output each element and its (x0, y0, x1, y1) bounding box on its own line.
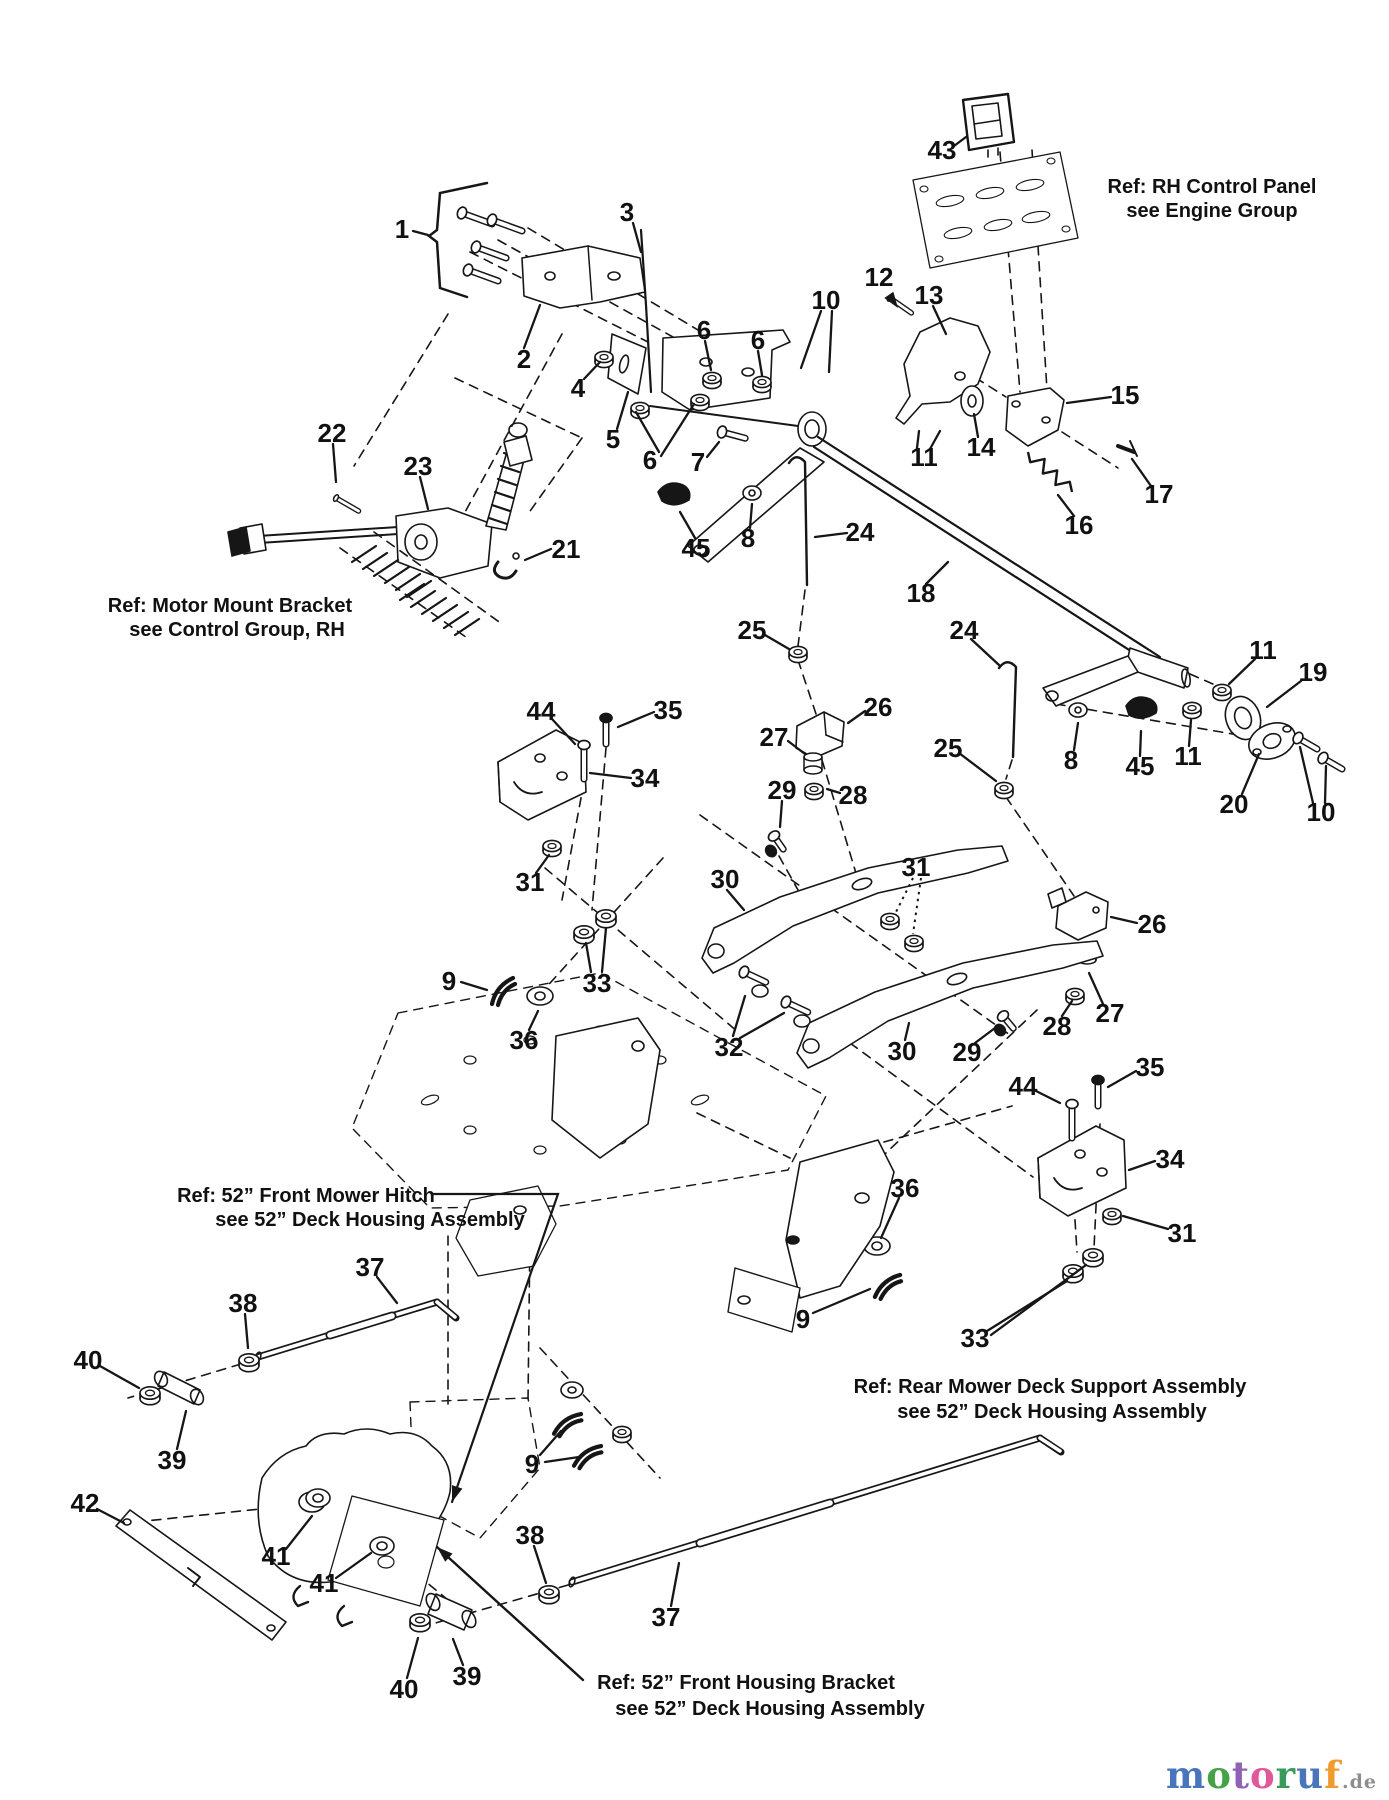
part (1092, 1076, 1104, 1107)
part (1006, 797, 1074, 896)
ref-note-motor-mount-2: see Control Group, RH (129, 619, 345, 641)
trunnion-26 (796, 712, 844, 758)
part (370, 1537, 394, 1555)
lift-arm-30 (797, 941, 1103, 1068)
brand-logo-letter: u (1296, 1753, 1325, 1797)
callout-20: 20 (1219, 789, 1249, 819)
callout-15: 15 (1110, 380, 1140, 410)
callout-38: 38 (228, 1288, 258, 1318)
part (703, 372, 721, 388)
leader-line (1123, 1216, 1168, 1229)
leader-line (245, 1314, 248, 1348)
part (527, 987, 553, 1005)
leader-line (413, 231, 428, 235)
part (875, 1271, 902, 1302)
callout-29: 29 (767, 775, 797, 805)
part (779, 995, 807, 1012)
part (814, 447, 1154, 666)
leader-line (1242, 754, 1259, 794)
callout-36: 36 (509, 1025, 539, 1055)
callout-42: 42 (70, 1488, 100, 1518)
callout-40: 40 (73, 1345, 103, 1375)
callout-6: 6 (696, 315, 712, 345)
part (592, 748, 606, 910)
callout-9: 9 (441, 966, 457, 996)
bracket-15 (1006, 388, 1064, 446)
callout-37: 37 (651, 1602, 681, 1632)
callout-31: 31 (1167, 1218, 1197, 1248)
brand-tld: .de (1342, 1771, 1377, 1793)
part (239, 1354, 259, 1372)
leader-line (177, 1411, 186, 1449)
part (1183, 702, 1201, 718)
callout-8: 8 (740, 523, 756, 553)
part (456, 1186, 556, 1276)
bracket-5 (608, 334, 646, 394)
callout-24: 24 (845, 517, 875, 547)
part (543, 840, 561, 856)
callout-13: 13 (914, 280, 944, 310)
lift-arm-30 (702, 846, 1008, 973)
part (884, 292, 902, 311)
brand-logo-letters (1166, 1753, 1341, 1797)
leader-line (333, 444, 336, 482)
part (306, 1489, 330, 1507)
part (905, 935, 923, 951)
callout-22: 22 (317, 418, 347, 448)
callout-14: 14 (966, 432, 996, 462)
callout-5: 5 (605, 424, 621, 454)
leader-line (1267, 681, 1301, 707)
part (492, 978, 515, 1005)
lift-link-24 (999, 662, 1016, 757)
brand-logo-letter: f (1324, 1753, 1341, 1797)
leader-line (991, 1265, 1086, 1335)
ref-note-front-housing-2: see 52” Deck Housing Assembly (615, 1698, 925, 1720)
callout-26: 26 (863, 692, 893, 722)
part (140, 1387, 160, 1405)
clip-45 (658, 483, 690, 505)
leader-line (1108, 1071, 1136, 1087)
callout-40: 40 (389, 1674, 419, 1704)
part (690, 1093, 710, 1107)
part (631, 402, 649, 418)
part (528, 438, 582, 514)
callout-4: 4 (570, 373, 586, 403)
leader-line (1067, 397, 1111, 403)
part (600, 714, 612, 745)
brand-logo-letter: r (1275, 1753, 1297, 1797)
part (504, 436, 532, 466)
part (804, 753, 822, 761)
part (534, 1146, 546, 1154)
callout-21: 21 (551, 534, 581, 564)
part (462, 263, 498, 281)
leader-line (848, 711, 865, 723)
callout-35: 35 (1135, 1052, 1165, 1082)
callout-2: 2 (516, 344, 532, 374)
callout-34: 34 (1155, 1144, 1185, 1174)
part (798, 660, 816, 714)
part (804, 766, 822, 774)
callout-31: 31 (515, 867, 545, 897)
callout-30: 30 (887, 1036, 917, 1066)
part (337, 1606, 352, 1626)
leader-line (602, 928, 606, 972)
rear-tower-bracket (786, 1140, 894, 1298)
leader-line (801, 311, 821, 368)
part (354, 314, 448, 466)
callout-44: 44 (526, 696, 556, 726)
callout-27: 27 (1095, 998, 1125, 1028)
leader-line (1129, 1161, 1155, 1170)
callout-41: 41 (309, 1568, 339, 1598)
leader-line (100, 1366, 139, 1388)
callout-25: 25 (933, 733, 963, 763)
part (1316, 751, 1342, 769)
support-bracket-34 (1038, 1126, 1126, 1216)
part (822, 760, 858, 880)
part (332, 494, 358, 511)
part (1291, 731, 1317, 749)
part (697, 1113, 790, 1158)
leader-line (813, 1289, 870, 1313)
callout-43: 43 (927, 135, 957, 165)
part (513, 553, 519, 559)
callout-11: 11 (910, 442, 938, 472)
leader-line (407, 1638, 418, 1678)
callout-11: 11 (1249, 635, 1277, 665)
spring-16 (1028, 452, 1072, 492)
callout-26: 26 (1137, 909, 1167, 939)
leader-lines (97, 137, 1326, 1678)
part (805, 783, 823, 799)
leader-line (525, 549, 551, 560)
part (787, 1236, 799, 1244)
leader-line (420, 477, 428, 509)
callout-3: 3 (619, 197, 635, 227)
part (1062, 432, 1118, 468)
callout-8: 8 (1063, 745, 1079, 775)
part (486, 213, 522, 231)
part (464, 1126, 476, 1134)
callout-7: 7 (690, 447, 706, 477)
leader-line (97, 1509, 124, 1523)
callout-12: 12 (864, 262, 894, 292)
callout-29: 29 (952, 1037, 982, 1067)
group-brace-1 (429, 183, 487, 297)
callout-10: 10 (1306, 797, 1336, 827)
leader-line (461, 982, 487, 990)
callout-44: 44 (1008, 1071, 1038, 1101)
callout-34: 34 (630, 763, 660, 793)
part (881, 913, 899, 929)
leader-line (815, 533, 847, 537)
ref-note-front-hitch-2: see 52” Deck Housing Assembly (215, 1209, 525, 1231)
ref-note-rear-support-1: Ref: Rear Mower Deck Support Assembly (853, 1376, 1247, 1398)
part (464, 1056, 476, 1064)
callout-6: 6 (642, 445, 658, 475)
clip-45 (1126, 697, 1157, 718)
leader-line (959, 753, 996, 781)
callout-28: 28 (838, 780, 868, 810)
leader-line (584, 362, 600, 379)
part (1069, 703, 1087, 717)
callout-9: 9 (795, 1304, 811, 1334)
part (794, 1015, 810, 1027)
control-panel-plate (913, 152, 1078, 268)
leader-line (1111, 917, 1137, 923)
callout-32: 32 (714, 1032, 744, 1062)
part (752, 985, 768, 997)
leader-line (1036, 1091, 1060, 1103)
callout-27: 27 (759, 722, 789, 752)
callout-6: 6 (750, 325, 766, 355)
callout-31: 31 (901, 852, 931, 882)
part (330, 1316, 392, 1335)
spacer-39 (158, 1372, 200, 1404)
part (596, 910, 616, 928)
part (455, 378, 582, 438)
part (1040, 1438, 1060, 1451)
callout-1: 1 (394, 214, 410, 244)
part (437, 1302, 455, 1317)
ref-note-rh-control-panel-1: Ref: RH Control Panel (1107, 176, 1317, 198)
deck-tower-bracket (552, 1018, 660, 1158)
leader-line (765, 635, 789, 649)
leader-line (1300, 747, 1313, 803)
leader-line (534, 1546, 546, 1583)
callout-24: 24 (949, 615, 979, 645)
leader-line (590, 773, 631, 778)
leader-line (707, 442, 719, 457)
callout-39: 39 (157, 1445, 187, 1475)
part (798, 412, 826, 446)
ref-note-rear-support-2: see 52” Deck Housing Assembly (897, 1401, 1207, 1423)
leader-line (540, 1431, 561, 1455)
leader-line (740, 1013, 784, 1038)
part (691, 394, 709, 410)
support-bracket-34 (498, 730, 586, 820)
part (1006, 760, 1012, 779)
part (1118, 446, 1134, 452)
part (494, 562, 516, 578)
leader-line (661, 404, 694, 456)
part (400, 584, 479, 635)
ref-note-rh-control-panel-2: see Engine Group (1126, 200, 1298, 222)
callout-10: 10 (811, 285, 841, 315)
part (743, 486, 761, 500)
callout-16: 16 (1064, 510, 1094, 540)
ref-note-motor-mount-1: Ref: Motor Mount Bracket (107, 595, 353, 617)
part (1066, 988, 1084, 1004)
part (613, 1426, 631, 1442)
callout-38: 38 (515, 1520, 545, 1550)
leader-line (524, 305, 540, 348)
callout-41: 41 (261, 1541, 291, 1571)
callout-25: 25 (737, 615, 767, 645)
brand-logo-letter: o (1249, 1753, 1276, 1797)
part (228, 527, 250, 556)
mount-bracket-2 (522, 246, 645, 308)
callout-28: 28 (1042, 1011, 1072, 1041)
callout-18: 18 (906, 578, 936, 608)
part (650, 406, 798, 426)
callout-11: 11 (1174, 741, 1202, 771)
callout-33: 33 (582, 968, 612, 998)
part (561, 1382, 583, 1398)
leader-line-dotted (913, 878, 921, 934)
actuator-motor-23 (396, 508, 492, 578)
part (509, 423, 527, 437)
callout-33: 33 (960, 1323, 990, 1353)
part (1066, 1100, 1078, 1139)
part (420, 1093, 440, 1107)
part (995, 782, 1013, 798)
callout-23: 23 (403, 451, 433, 481)
callout-36: 36 (890, 1173, 920, 1203)
callout-45: 45 (681, 533, 711, 563)
ref-note-front-hitch-1: Ref: 52” Front Mower Hitch (177, 1185, 435, 1207)
leader-line (545, 1457, 579, 1462)
leader-line (829, 311, 832, 372)
lift-shaft-18 (818, 437, 1160, 657)
callout-35: 35 (653, 695, 683, 725)
part (700, 1503, 830, 1543)
part (1103, 1208, 1121, 1224)
part (539, 1586, 559, 1604)
part (574, 926, 594, 944)
part (716, 425, 745, 439)
leader-line (618, 712, 654, 727)
part (737, 965, 765, 982)
callout-39: 39 (452, 1661, 482, 1691)
part (961, 386, 983, 416)
brand-logo-letter: m (1166, 1753, 1207, 1797)
ref-note-front-housing-1: Ref: 52” Front Housing Bracket (597, 1672, 895, 1694)
part (798, 590, 805, 646)
part (410, 1614, 430, 1632)
pivot-plate (662, 330, 790, 410)
part (789, 646, 807, 662)
callout-30: 30 (710, 864, 740, 894)
leader-line (633, 223, 641, 252)
callout-17: 17 (1144, 479, 1174, 509)
part (884, 1106, 1012, 1142)
callout-19: 19 (1298, 657, 1328, 687)
brand-logo (1166, 1753, 1377, 1797)
part (753, 376, 771, 392)
part (1213, 684, 1231, 700)
part (293, 1586, 308, 1606)
leader-line (671, 1563, 679, 1606)
leader-line (733, 996, 745, 1036)
callout-37: 37 (355, 1252, 385, 1282)
brand-logo-letter: t (1231, 1753, 1250, 1797)
callout-9: 9 (524, 1449, 540, 1479)
part (763, 843, 778, 859)
brand-logo-letter: o (1206, 1753, 1232, 1797)
callout-45: 45 (1125, 751, 1155, 781)
part (540, 1348, 660, 1478)
